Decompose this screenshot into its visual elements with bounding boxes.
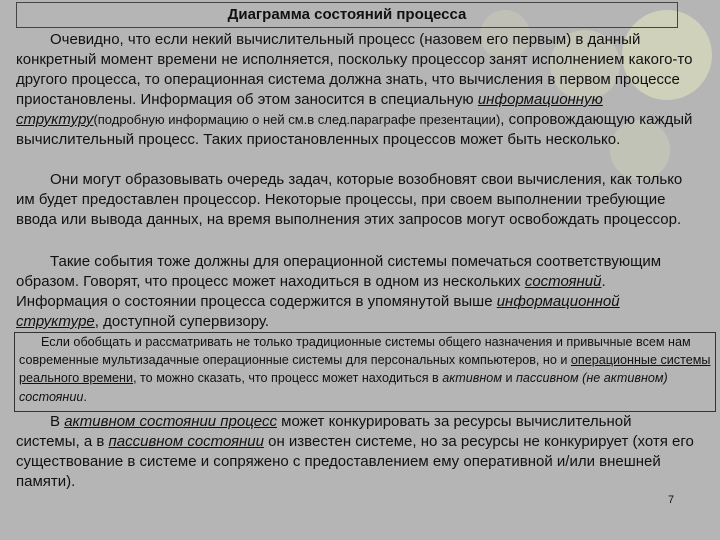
paragraph-1 (16, 30, 694, 150)
note-text: Если обобщать и рассматривать не только традиционные системы общего назначения и привычные всем нам современные мультизадачные операционные системы для персональных компьютеров, но и (19, 335, 691, 368)
term-realtime-os: операционные системы реального времени (19, 353, 711, 386)
paragraph-2 (16, 170, 694, 230)
paragraph-4-text-mid: может конкурировать за ресурсы вычислительной системы, а в (16, 413, 632, 450)
paragraph-3 (16, 252, 694, 332)
paragraph-3-text-mid: . Информация о состоянии процесса содержится в упомянутой выше (16, 273, 606, 310)
paragraph-1-text: Очевидно, что если некий вычислительный процесс (назовем его первым) в данный конкретный момент времени не исполняется, поскольку процессор занят исполнением какого-то другого процесса, то операционная система должна знать, что вычисления в первом процессе приостановлены. Информация об этом заносится в специальную (16, 31, 693, 108)
term-active: активном (442, 371, 502, 386)
term-info-structure: информационную структуру (16, 91, 603, 128)
page-number: 7 (668, 494, 675, 506)
paragraph-4-text-end: он известен системе, но за ресурсы не конкурирует (хотя его существование в системе и сопряжено с предоставлением ему оперативной и/или внешней памяти). (16, 433, 694, 490)
term-passive: пассивном (не активном) состоянии (19, 371, 668, 404)
paragraph-3-text: Такие события тоже должны для операционной системы помечаться соответствующим образом. Говорят, что процесс может находиться в одном из нескольких (16, 253, 662, 290)
paragraph-4-text: В (50, 413, 65, 430)
paragraph-2-text: Они могут образовывать очередь задач, которые возобновят свои вычисления, как только им будет предоставлен процессор. Некоторые процессы, при своем выполнении требующие ввода или вывода данных, на время выполнения этих запросов могут освобождать процессор. (16, 171, 683, 228)
note-text-and: и (501, 371, 516, 386)
term-active-state: активном состоянии процесс (64, 413, 277, 430)
term-info-structure-2: информационной структуре (16, 293, 620, 330)
note-text-mid: , то можно сказать, что процесс может находиться в (133, 371, 443, 386)
paragraph-3-text-end: , доступной супервизору. (94, 313, 270, 330)
reference-note: (подробную информацию о ней см.в след.параграфе презентации) (93, 112, 501, 127)
paragraph-1-text-end: , сопровождающую каждый вычислительный процесс. Таких приостановленных процессов может быть несколько. (16, 111, 693, 148)
paragraph-4 (16, 412, 694, 492)
note-box (14, 332, 716, 412)
term-states: состояний (524, 273, 602, 290)
slide-title: Диаграмма состояний процесса (16, 2, 678, 28)
note-text-end: . (83, 389, 87, 404)
term-passive-state: пассивном состоянии (108, 433, 264, 450)
